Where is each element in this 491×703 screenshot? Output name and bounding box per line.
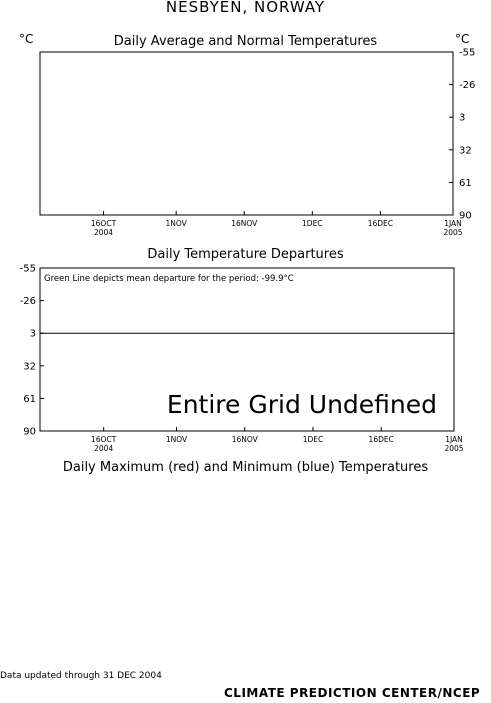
x-tick-year-label: 2005 [443,228,463,237]
x-tick-year-label: 2004 [94,444,114,453]
data-updated-note: Data updated through 31 DEC 2004 [0,671,162,681]
plot-frame-average [40,52,453,215]
y-tick-label: -55 [19,263,36,275]
y-tick-label: 61 [459,177,472,189]
unit-label-left: °C [19,32,34,46]
x-tick-year-label: 2005 [444,444,464,453]
x-tick-label: 16DEC [367,219,394,228]
x-tick-year-label: 2004 [93,228,114,237]
x-tick-label: 16DEC [368,435,394,444]
y-tick-label: 90 [23,426,36,438]
x-tick-label: 1NOV [165,219,187,228]
chart-title-max-min: Daily Maximum (red) and Minimum (blue) Temperatures [62,460,429,475]
y-tick-label: -26 [19,296,36,308]
y-tick-label: -55 [459,47,476,59]
y-tick-label: 61 [23,393,36,405]
unit-label-right: °C [455,32,470,46]
x-tick-label: 16NOV [231,435,258,444]
y-tick-label: 3 [459,112,466,124]
credit-label: CLIMATE PREDICTION CENTER/NCEP [224,686,481,700]
x-tick-label: 1JAN [445,435,463,444]
departure-annotation: Green Line depicts mean departure for the period: -99.9°C [44,274,294,284]
chart-title-departures: Daily Temperature Departures [147,247,344,262]
x-tick-label: 16OCT [90,219,117,228]
axis-group-departures [20,264,464,454]
x-tick-label: 1JAN [444,219,462,228]
y-tick-label: 90 [459,210,472,222]
chart-title-average: Daily Average and Normal Temperatures [113,34,378,49]
y-tick-label: 32 [23,361,36,373]
x-tick-label: 16OCT [91,435,117,444]
y-tick-label: 3 [29,328,36,340]
x-tick-label: 1DEC [302,435,324,444]
grid-undefined-message: Entire Grid Undefined [166,390,437,419]
y-tick-label: -26 [459,80,476,92]
y-tick-label: 32 [459,145,472,157]
x-tick-label: 16NOV [231,219,258,228]
axis-group-average [91,48,475,238]
x-tick-label: 1NOV [165,435,188,444]
station-title: NESBYEN, NORWAY [165,0,326,16]
x-tick-label: 1DEC [302,219,323,228]
